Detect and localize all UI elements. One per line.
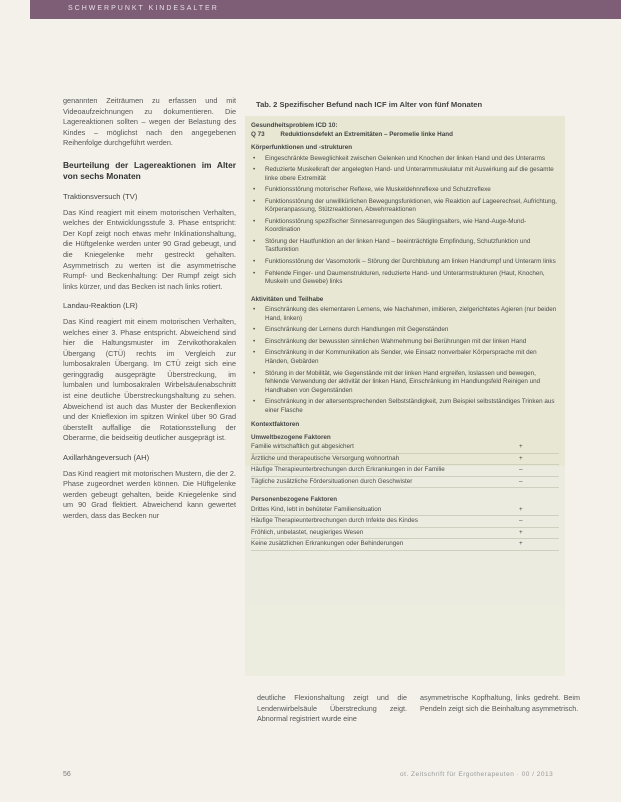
body-functions-title: Körperfunktionen und -strukturen [251, 144, 353, 151]
icf-table [245, 116, 565, 676]
personal-title: Personenbezogene Faktoren [251, 496, 338, 504]
health-problem-label: Gesundheitsproblem ICD 10: [251, 122, 338, 129]
list-item: • Störung der Hautfunktion an der linken Hand – beeinträchtigte Empfindung, Schutzfunktion und Tastfunktion [251, 238, 559, 255]
subsection-text-tv: Das Kind reagiert mit einem motorischen Verhalten, welches der Entwicklungsstufe 3. Phase entspricht: Der Kopf zeigt noch etwas mehr Inklinationshaltung, die Hüftgelenke werden unter 90 Grad gebeugt, und die Kniegelenke mehr gestreckt gehalten. Asymmetrisch zu werten ist die asymmetrische Rumpf- und Beckenhaltung: Der Rumpf zeigt sich links kürzer, und das Becken ist nach links rotiert. [63, 207, 236, 291]
row-label: Häufige Therapieunterbrechungen durch Infekte des Kindes [251, 517, 418, 525]
list-item: • Einschränkung der bewussten sinnlichen Wahrnehmung bei Berührungen mit der linken Hand [251, 338, 559, 347]
journal-footer: ot. Zeitschrift für Ergotherapeuten · 00 / 2013 [400, 771, 554, 778]
section-title: Beurteilung der Lagereaktionen im Alter von sechs Monaten [63, 159, 236, 181]
row-value: – [519, 477, 523, 485]
context-title: Kontextfaktoren [251, 421, 300, 429]
list-item: • Störung in der Mobilität, wie Gegenstände mit der linken Hand ergreifen, loslassen und bewegen, fehlende Verwendung der aktivität der linken Hand, Einschränkung im Handlungsfeld Reinigen und Handhaben von Gegenständen [251, 370, 559, 396]
running-title: SCHWERPUNKT KINDESALTER [68, 5, 219, 12]
row-value: – [519, 466, 523, 474]
table-row [251, 477, 559, 489]
subsection-title-lr: Landau-Reaktion (LR) [63, 301, 138, 311]
row-value: + [519, 505, 523, 513]
row-label: Fröhlich, unbelastet, neugieriges Wesen [251, 528, 364, 536]
list-item: • Reduzierte Muskelkraft der angelegten Hand- und Unterarmmuskulatur mit Auswirkung auf die gesamte linke obere Extremität [251, 166, 559, 183]
list-item: • Funktionsstörung der unwillkürlichen Bewegungsfunktionen, wie Reaktion auf Lageerechsel, Aufrichtung, Körperanpassung, Stützreaktionen, Abwehrreaktionen [251, 198, 559, 215]
list-item: • Eingeschränkte Beweglichkeit zwischen Gelenken und Knochen der linken Hand und des Unterarms [251, 155, 559, 164]
bottom-text-col1: deutliche Flexionshaltung zeigt und die Lendenwirbelsäule Überstreckung zeigt. Abnormal registriert wurde eine [257, 693, 407, 723]
row-label: Familie wirtschaftlich gut abgesichert [251, 443, 354, 451]
table-row [251, 516, 559, 528]
row-value: + [519, 540, 523, 548]
row-value: + [519, 443, 523, 451]
list-item: • Einschränkung in der altersentsprechenden Selbstständigkeit, zum Beispiel selbstständiges Trinken aus einer Flasche [251, 398, 559, 415]
table-row [251, 454, 559, 466]
left-text-column [63, 96, 236, 522]
list-item: • Funktionsstörung motorischer Reflexe, wie Muskeldehnreflexe und Schutzreflexe [251, 186, 559, 195]
row-label: Tägliche zusätzliche Fördersituationen durch Geschwister [251, 477, 413, 485]
health-problem-line [251, 131, 559, 140]
list-item: • Einschränkung in der Kommunikation als Sender, wie Einsatz nonverbaler Körpersprache mit den Händen, Gebärden [251, 349, 559, 366]
activities-list [251, 306, 559, 415]
row-value: + [519, 528, 523, 536]
table-row [251, 442, 559, 454]
health-problem-code: Q 73 [251, 130, 265, 138]
subsection-title-tv: Traktionsversuch (TV) [63, 191, 138, 201]
health-problem-text: Reduktionsdefekt an Extremitäten – Peromelie linke Hand [280, 130, 453, 138]
header-bar [30, 0, 621, 19]
list-item: • Funktionsstörung der Vasomotorik – Störung der Durchblutung am linken Handrumpf und Unterarm links [251, 258, 559, 267]
row-label: Keine zusätzlichen Erkrankungen oder Behinderungen [251, 540, 404, 548]
table-content [251, 122, 559, 551]
row-label: Häufige Therapieunterbrechungen durch Erkrankungen in der Familie [251, 466, 445, 474]
subsection-title-ah: Axillarhängeversuch (AH) [63, 453, 150, 463]
table-row [251, 539, 559, 551]
row-value: – [519, 517, 523, 525]
table-row [251, 528, 559, 540]
page-number: 56 [63, 771, 71, 778]
table-row [251, 505, 559, 517]
row-value: + [519, 454, 523, 462]
table-row [251, 465, 559, 477]
list-item: • Einschränkung des elementaren Lernens, wie Nachahmen, imitieren, zielgerichtetes Agieren (nur beiden Hand, linken) [251, 306, 559, 323]
environment-title: Umweltbezogene Faktoren [251, 433, 331, 441]
list-item: • Funktionsstörung spezifischer Sinnesanregungen des Säuglingsalters, wie Hand-Auge-Mund-Koordination [251, 218, 559, 235]
list-item: • Einschränkung der Lernens durch Handlungen mit Gegenständen [251, 326, 559, 335]
list-item: • Fehlende Finger- und Daumenstrukturen, reduzierte Hand- und Unterarmstrukturen (Haut, Knochen, Muskeln und Gewebe) links [251, 270, 559, 287]
subsection-text-ah: Das Kind reagiert mit motorischen Mustern, die der 2. Phase zugeordnet werden können. Die Hüftgelenke werden gebeugt gehalten, beide Kniegelenke sind um 90 Grad flektiert. Abweichend kann gewertet werden, dass das Becken nur [63, 468, 236, 520]
intro-paragraph: genannten Zeiträumen zu erfassen und mit Videoaufzeichnungen zu dokumentieren. Die Lagereaktionen sollten – wegen der Belastung des Kindes – möglichst nach den angegebenen Reihenfolge durchgeführt werden. [63, 96, 236, 148]
body-functions-list [251, 155, 559, 287]
bottom-text-col2: asymmetrische Kopfhaltung, links gedreht. Beim Pendeln zeigt sich die Beinhaltung asymmetrisch. [420, 693, 580, 713]
activities-title: Aktivitäten und Teilhabe [251, 295, 324, 303]
row-label: Ärztliche und therapeutische Versorgung wohnortnah [251, 454, 400, 462]
subsection-text-lr: Das Kind reagiert mit einem motorischen Verhalten, welches einer 3. Phase entspricht. Abweichend sind hier die Haltungsmuster im Zervikothorakalen Übergang (CTÜ) rechts im Vergleich zur lumbosakralen Übergang. Im CTÜ zeigt sich eine geringgradig ausgeprägte Überstreckung, im lumbalen und lumbosakralen Wirbelsäulenabschnitt ist eine deutliche Überstreckungshaltung zu sehen. Abweichend ist auch das Muster der Beckenflexion und der Knieflexion im spitzen Winkel über 90 Grad überstellt auffallige die Rotationsstellung der Oberarme, die beidseitig deutlicher ausgeprägt ist. [63, 316, 236, 443]
table-title: Tab. 2 Spezifischer Befund nach ICF im Alter von fünf Monaten [256, 100, 483, 109]
row-label: Drittes Kind, lebt in behüteter Familiensituation [251, 505, 382, 513]
